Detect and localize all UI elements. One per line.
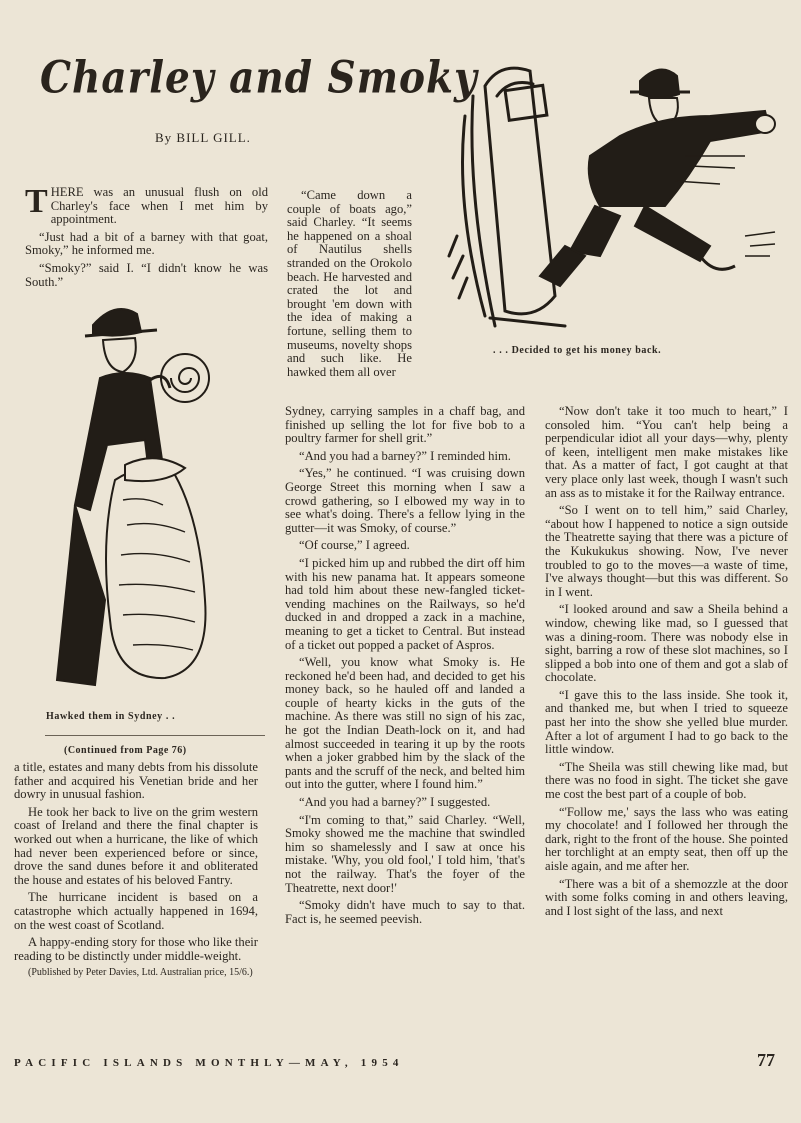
paragraph: “Well, you know what Smoky is. He reckoned he'd been had, and decided to get his money back, so he hauled off and landed a couple of hearty kicks in the guts of the machine. As there was still no sign of his zac, he got the Indian Death-lock on it, and had almost succeeded in tearing it up by the roots when a joker grabbed him by the slack of the pants and the scruff of the neck, and belted him out into the gutter, where I found him.” — [285, 655, 525, 792]
continued-note: (Continued from Page 76) — [64, 745, 187, 756]
page-number: 77 — [757, 1050, 775, 1070]
illustration-man-with-sack — [45, 300, 220, 690]
illustration-kicking-machine — [445, 56, 785, 341]
paragraph: “Yes,” he continued. “I was cruising down George Street this morning when I saw a crowd gathering, so I elbowed my way in to see what's doing. There's a fellow lying in the gutter—it was Smoky, of course.” — [285, 466, 525, 535]
paragraph: “And you had a barney?” I suggested. — [299, 795, 491, 810]
paragraph: “Now don't take it too much to heart,” I consoled him. “You can't help being a perpendicular idiot all your days—why, plenty of keen, intelligent men make mistakes like that. As a matter of fact, I got caught at that very place only last week, though I wasn't such an ass as to mistake it for the Railway entrance. — [545, 404, 788, 500]
paragraph: “Just had a bit of a barney with that goat, Smoky,” he informed me. — [25, 229, 268, 258]
column-3 — [545, 405, 788, 922]
byline: By BILL GILL. — [155, 130, 251, 145]
paragraph: He took her back to live on the grim western coast of Ireland and there the final chapter is worked out when a hurricane, the like of which had never been experienced before or since, drove the sand dunes before it and obliterated the house and estates of his beloved Fantry. — [14, 804, 258, 887]
continued-column — [14, 761, 258, 983]
paragraph: A happy-ending story for those who like their reading to be distinctly under middle-weight. — [14, 935, 258, 963]
column-2 — [285, 405, 525, 930]
paragraph: “'Follow me,' says the lass who was eating my chocolate! and I followed her through the dark, right to the front of the house. She pointed her torchlight at an empty seat, then off up the aisle again, and me after her. — [545, 804, 788, 873]
paragraph: “Came down a couple of boats ago,” said Charley. “It seems he happened on a shoal of Nautilus shells stranded on the Orokolo beach. He harvested and crated the lot and brought 'em down with the idea of making a fortune, selling them to museums, novelty shops and such like. He hawked them all over — [287, 188, 412, 379]
caption-left: Hawked them in Sydney . . — [46, 711, 176, 722]
paragraph: “Of course,” I agreed. — [299, 538, 410, 553]
paragraph: “I looked around and saw a Sheila behind a window, chewing like mad, so I guessed that was a dining-room. There was nobody else in sight, barring a row of these slot machines, so I slipped a bob into one of them and got a slab of chocolate. — [545, 602, 788, 685]
paragraph: THERE was an unusual flush on old Charley's face when I met him by appointment. — [25, 183, 268, 227]
footer-masthead: PACIFIC ISLANDS MONTHLY—MAY, 1954 — [14, 1057, 404, 1069]
caption-top-right: . . . Decided to get his money back. — [493, 345, 662, 356]
paragraph: “The Sheila was still chewing like mad, but there was no food in sight. The ticket she gave me cost the best part of a couple of bob. — [545, 759, 788, 802]
paragraph: “Smoky?” said I. “I didn't know he was South.” — [25, 260, 268, 289]
paragraph: “There was a bit of a shemozzle at the door with some folks coming in and others leaving, and I lost sight of the lass, and next — [545, 876, 788, 918]
paragraph: “I gave this to the lass inside. She took it, and thanked me, but when I tried to squeeze past her into the show she yelled blue murder. After a lot of argument I had to go back to the little window. — [545, 687, 788, 757]
publisher-note: (Published by Peter Davies, Ltd. Australian price, 15/6.) — [28, 967, 253, 979]
paragraph: a title, estates and many debts from his dissolute father and acquired his Venetian bride and her dowry in unusual fashion. — [14, 760, 258, 802]
paragraph: The hurricane incident is based on a catastrophe which actually happened in 1694, on the west coast of Scotland. — [14, 890, 258, 932]
paragraph: “I picked him up and rubbed the dirt off him with his new panama hat. It appears someone had told him about these new-fangled ticket-vending machines on the Railways, so he'd ducked in and dropped a zack in a machine, meaning to get a ticket to Central. But instead of a ticket out popped a packet of Aspros. — [285, 555, 525, 652]
paragraph: “And you had a barney?” I reminded him. — [299, 448, 511, 463]
column-1 — [25, 183, 268, 293]
article-title: Charley and Smoky — [40, 52, 478, 104]
paragraph: “So I went on to tell him,” said Charley, “about how I happened to notice a sign outside the Theatrette saying that there was a picture of the Kukukukus showing. Now, I've never troubled to go to the moves—a waste of time, I've always thought—but this was different. So in I went. — [545, 503, 788, 599]
section-divider — [45, 735, 265, 736]
paragraph: “Smoky didn't have much to say to that. Fact is, he seemed peevish. — [285, 898, 525, 926]
column-2-top — [287, 189, 412, 383]
paragraph: Sydney, carrying samples in a chaff bag, and finished up selling the lot for five bob to a poultry farmer for shell grit.” — [285, 404, 525, 446]
paragraph: “I'm coming to that,” said Charley. “Well, Smoky showed me the machine that swindled him so shamelessly and I saw at once his mistake. 'Why, you old fool,' I told him, 'that's not the railway. That's the foyer of the Theatrette, next door!' — [285, 812, 525, 895]
drop-cap: T — [25, 183, 48, 220]
